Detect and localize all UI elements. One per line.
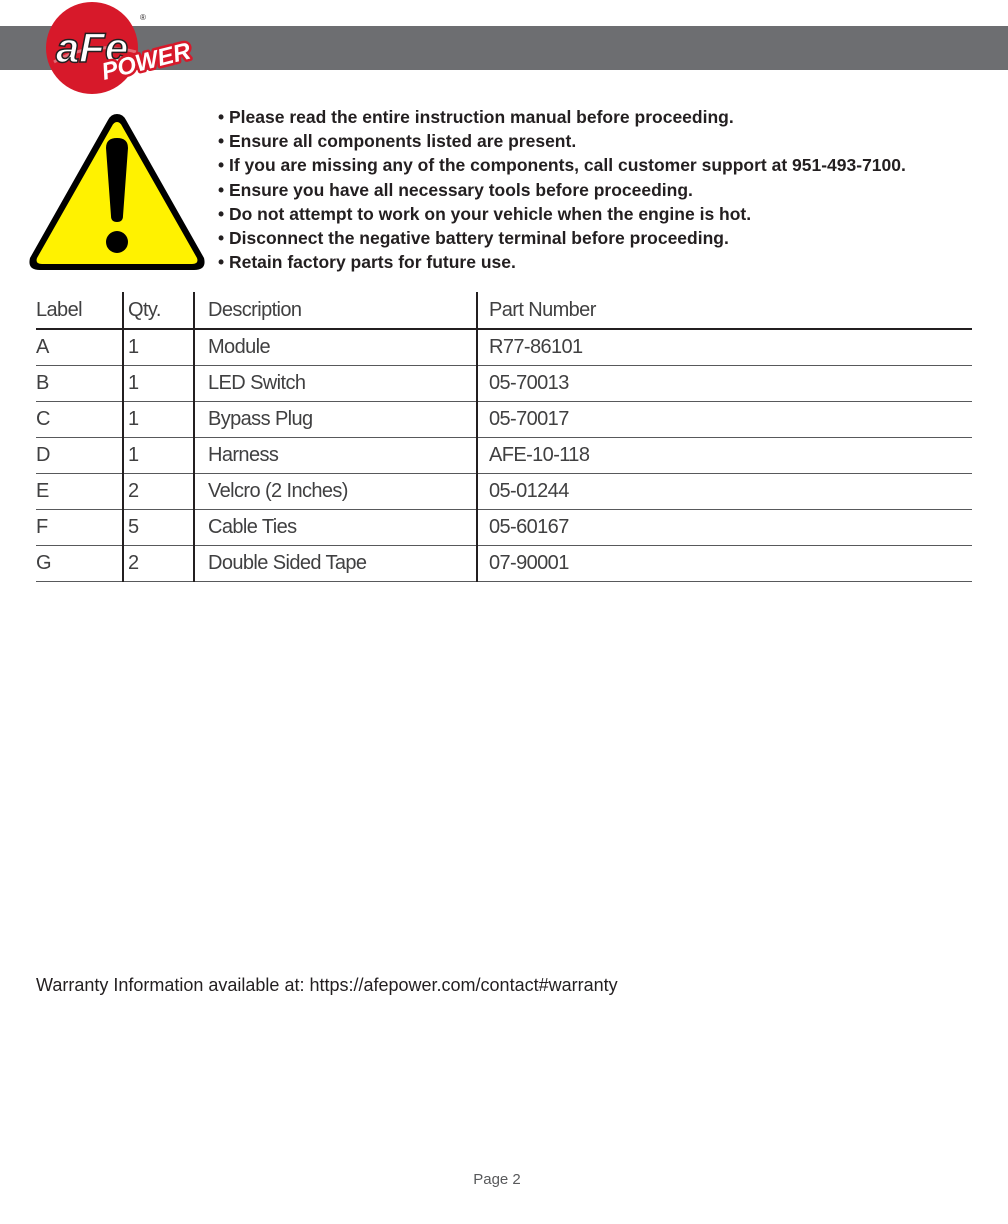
warning-item: • Please read the entire instruction manual before proceeding.: [218, 107, 734, 127]
warning-list: [218, 105, 906, 274]
cell-description: LED Switch: [194, 366, 477, 402]
warning-item: • If you are missing any of the components, call customer support at 951-493-7100.: [218, 155, 906, 176]
cell-qty: 1: [123, 366, 194, 402]
afe-power-logo: [44, 0, 194, 100]
header-description: Description: [194, 292, 477, 329]
table-row: [36, 474, 972, 510]
cell-qty: 2: [123, 546, 194, 582]
cell-description: Bypass Plug: [194, 402, 477, 438]
warning-item: • Ensure you have all necessary tools before proceeding.: [218, 179, 693, 200]
cell-part-number: 05-70017: [477, 402, 972, 438]
cell-part-number: 05-70013: [477, 366, 972, 402]
logo-text: aFe: [55, 24, 129, 71]
header-label: Label: [36, 292, 123, 329]
cell-description: Cable Ties: [194, 510, 477, 546]
parts-table: [36, 292, 972, 582]
table-row: [36, 438, 972, 474]
header-part-number: Part Number: [477, 292, 972, 329]
cell-qty: 5: [123, 510, 194, 546]
table-row: [36, 510, 972, 546]
cell-label: A: [36, 329, 123, 366]
header-qty: Qty.: [123, 292, 194, 329]
cell-part-number: 05-01244: [477, 474, 972, 510]
table-row: [36, 366, 972, 402]
table-row: [36, 546, 972, 582]
cell-description: Module: [194, 329, 477, 366]
cell-qty: 1: [123, 329, 194, 366]
warranty-info: Warranty Information available at: https://afepower.com/contact#warranty: [36, 975, 618, 995]
cell-part-number: 07-90001: [477, 546, 972, 582]
cell-label: F: [36, 510, 123, 546]
logo-subtext: POWER: [98, 37, 194, 86]
page-number: Page 2: [473, 1171, 521, 1188]
cell-description: Velcro (2 Inches): [194, 474, 477, 510]
cell-description: Double Sided Tape: [194, 546, 477, 582]
warning-item: • Disconnect the negative battery terminal before proceeding.: [218, 228, 729, 249]
table-row: [36, 329, 972, 366]
logo-registered-mark: ®: [140, 13, 146, 22]
cell-qty: 1: [123, 438, 194, 474]
cell-label: G: [36, 546, 123, 582]
cell-part-number: R77-86101: [477, 329, 972, 366]
warning-item: • Retain factory parts for future use.: [218, 252, 516, 273]
table-row: [36, 402, 972, 438]
cell-qty: 2: [123, 474, 194, 510]
warning-triangle-icon: [24, 108, 210, 274]
cell-part-number: AFE-10-118: [477, 438, 972, 474]
cell-label: D: [36, 438, 123, 474]
cell-label: C: [36, 402, 123, 438]
warning-item: • Do not attempt to work on your vehicle when the engine is hot.: [218, 203, 752, 224]
cell-part-number: 05-60167: [477, 510, 972, 546]
cell-label: E: [36, 474, 123, 510]
table-header-row: [36, 292, 972, 329]
cell-label: B: [36, 366, 123, 402]
cell-description: Harness: [194, 438, 477, 474]
warning-item: • Ensure all components listed are present.: [218, 131, 577, 152]
cell-qty: 1: [123, 402, 194, 438]
